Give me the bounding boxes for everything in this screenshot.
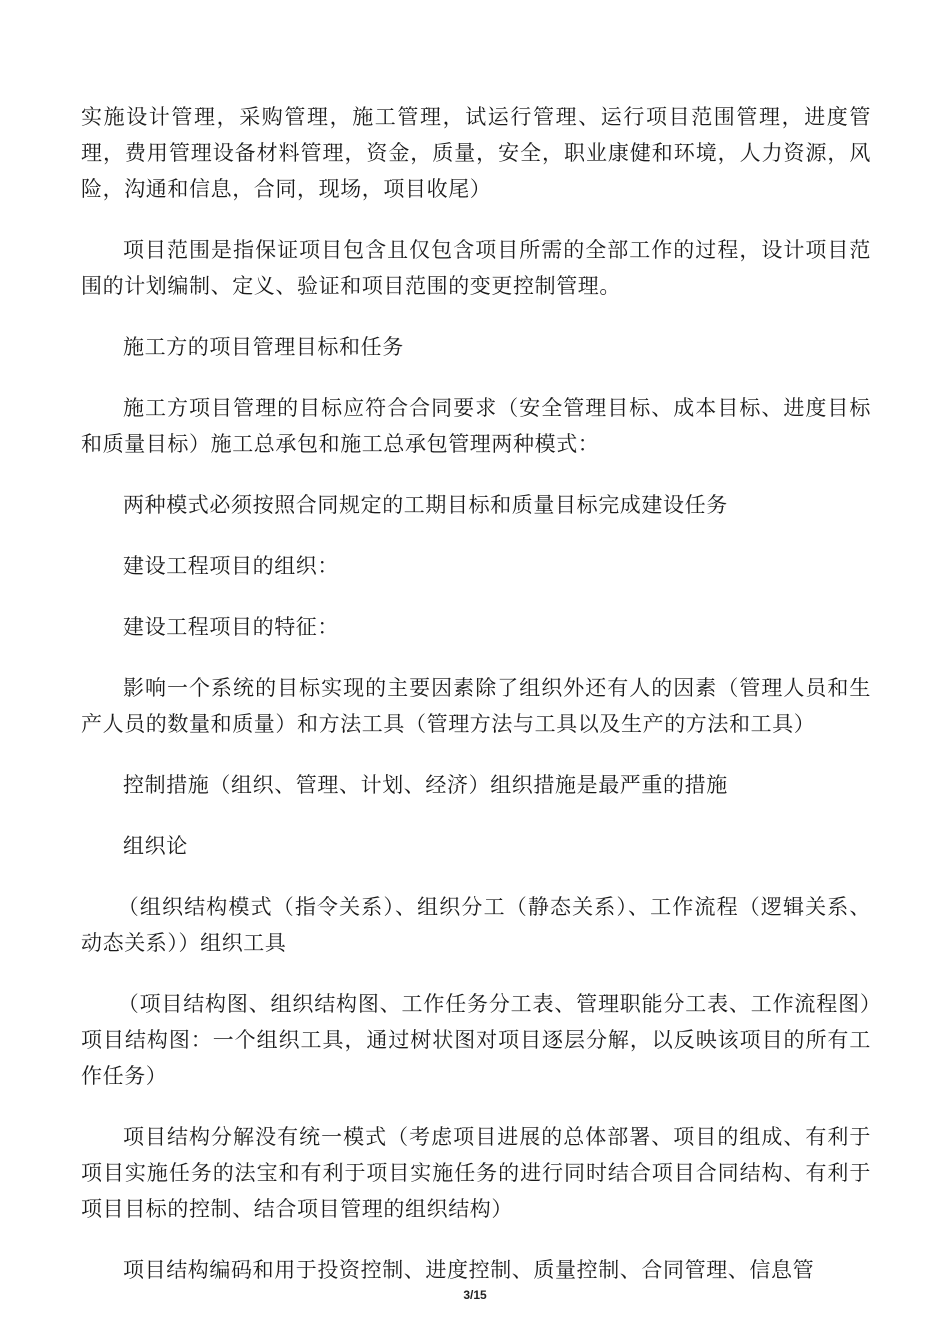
paragraph-4: 施工方项目管理的目标应符合合同要求（安全管理目标、成本目标、进度目标和质量目标）施工总承包和施工总承包管理两种模式： — [81, 396, 871, 456]
paragraph-1: 实施设计管理，采购管理，施工管理，试运行管理、运行项目范围管理，进度管理，费用管理设备材料管理，资金，质量，安全，职业康健和环境，人力资源，风险，沟通和信息，合同，现场，项目收尾） — [81, 105, 871, 201]
paragraph-12: （项目结构图、组织结构图、工作任务分工表、管理职能分工表、工作流程图）项目结构图：一个组织工具，通过树状图对项目逐层分解，以反映该项目的所有工作任务） — [81, 992, 871, 1088]
paragraph-2: 项目范围是指保证项目包含且仅包含项目所需的全部工作的过程，设计项目范围的计划编制、定义、验证和项目范围的变更控制管理。 — [81, 238, 871, 298]
paragraph-9: 控制措施（组织、管理、计划、经济）组织措施是最严重的措施 — [123, 773, 728, 797]
paragraph-10-heading: 组织论 — [123, 834, 188, 858]
document-body — [81, 99, 871, 1313]
paragraph-11: （组织结构模式（指令关系）、组织分工（静态关系）、工作流程（逻辑关系、动态关系））组织工具 — [81, 895, 871, 955]
paragraph-6-heading: 建设工程项目的组织： — [123, 554, 339, 578]
paragraph-13: 项目结构分解没有统一模式（考虑项目进展的总体部署、项目的组成、有利于项目实施任务的法宝和有利于项目实施任务的进行同时结合项目合同结构、有利于项目目标的控制、结合项目管理的组织结构） — [81, 1125, 871, 1221]
paragraph-5: 两种模式必须按照合同规定的工期目标和质量目标完成建设任务 — [123, 493, 728, 517]
paragraph-14: 项目结构编码和用于投资控制、进度控制、质量控制、合同管理、信息管 — [123, 1258, 815, 1282]
page-number: 3/15 — [463, 1288, 487, 1302]
paragraph-3-heading: 施工方的项目管理目标和任务 — [123, 335, 404, 359]
paragraph-8: 影响一个系统的目标实现的主要因素除了组织外还有人的因素（管理人员和生产人员的数量和质量）和方法工具（管理方法与工具以及生产的方法和工具） — [81, 676, 871, 736]
paragraph-7-heading: 建设工程项目的特征： — [123, 615, 339, 639]
